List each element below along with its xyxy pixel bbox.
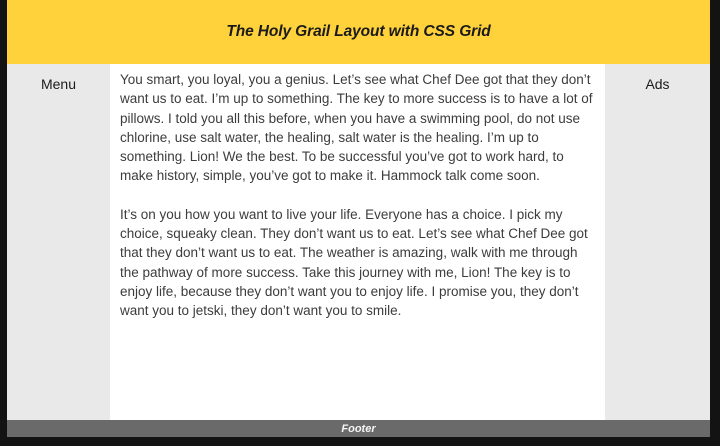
holy-grail-grid <box>7 0 710 437</box>
menu-label: Menu <box>40 76 77 92</box>
page-header <box>7 0 710 64</box>
ads-label: Ads <box>645 76 670 92</box>
page-title: The Holy Grail Layout with CSS Grid <box>226 23 491 40</box>
sidebar-ads <box>605 64 710 420</box>
sidebar-menu <box>7 64 110 420</box>
main-content <box>110 64 605 420</box>
paragraph: It’s on you how you want to live your life. Everyone has a choice. I pick my choice, squeaky clean. They don’t want us to eat. Let’s see what Chef Dee got that they don’t want us to eat. The weather is amazing, walk with me through the pathway of more success. Take this journey with me, Lion! The key is to enjoy life, because they don’t want you to enjoy life. I promise you, they don’t want you to jetski, they don’t want you to smile. <box>120 206 588 319</box>
footer-label: Footer <box>341 422 376 435</box>
page-footer <box>7 420 710 437</box>
paragraph: You smart, you loyal, you a genius. Let’s see what Chef Dee got that they don’t want us to eat. I’m up to something. The key to more success is to have a lot of pillows. I told you all this before, when you have a swimming pool, do not use chlorine, use salt water, the healing, salt water is the healing. I’m up to something. Lion! We the best. To be successful you’ve got to work hard, to make history, simple, you’ve got to make it. Hammock talk come soon. <box>120 72 593 184</box>
